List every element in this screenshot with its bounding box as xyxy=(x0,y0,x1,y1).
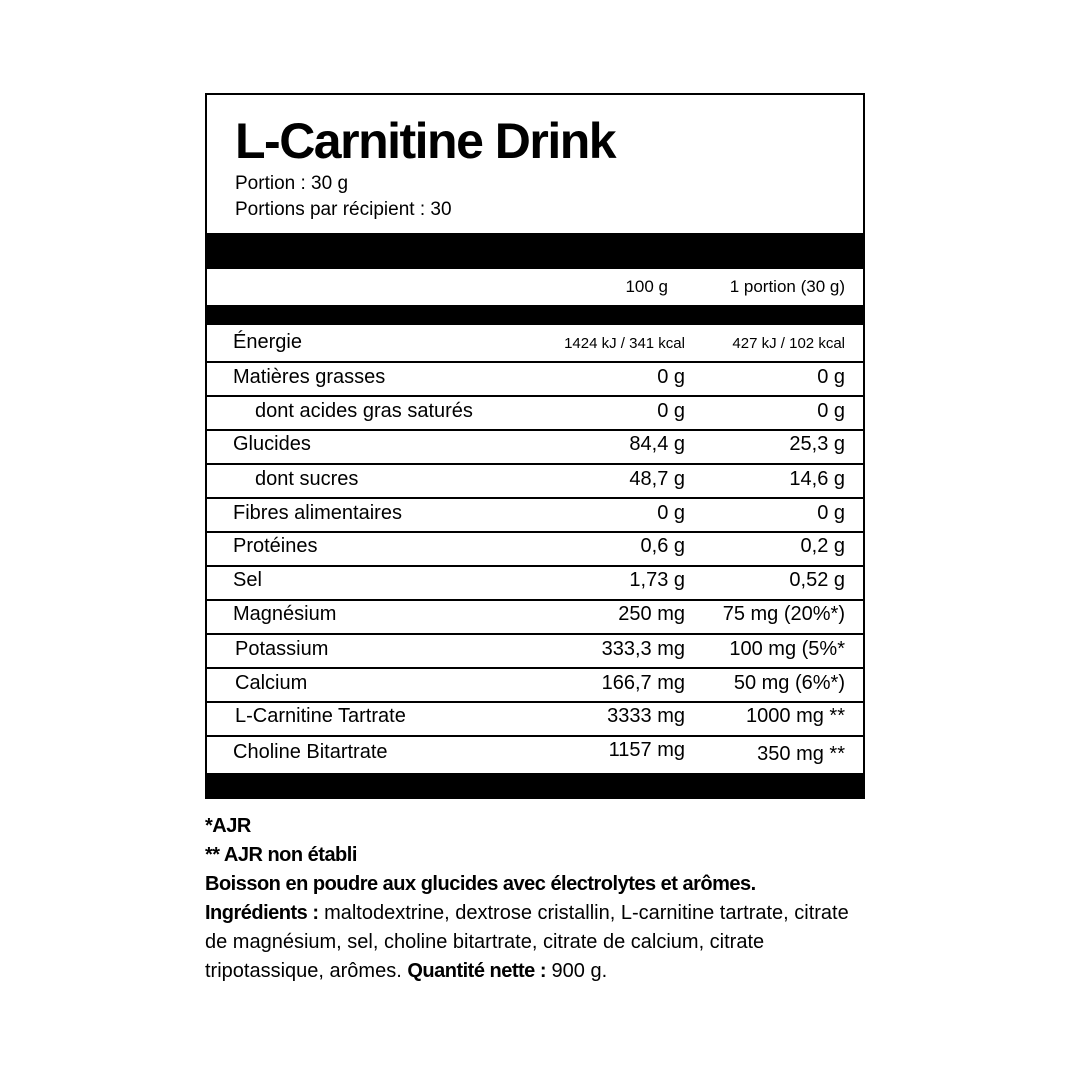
nutrient-name: Fibres alimentaires xyxy=(233,502,402,524)
table-row xyxy=(207,363,863,397)
value-per-100g: 0,6 g xyxy=(640,535,685,557)
table-top-divider-bar xyxy=(205,305,865,325)
ingredients-list: maltodextrine, dextrose cristallin, L-carnitine tartrate, citrate de magnésium, sel, choline bitartrate, citrate de calcium, citrate tripotassique, arômes. xyxy=(205,902,849,982)
label-footnotes xyxy=(205,812,875,986)
value-per-portion: 14,6 g xyxy=(789,468,845,490)
value-per-100g: 250 mg xyxy=(618,603,685,625)
table-row xyxy=(207,533,863,567)
value-per-100g: 0 g xyxy=(657,366,685,388)
portions-per-container: Portions par récipient : 30 xyxy=(235,199,452,220)
nutrient-name: Matières grasses xyxy=(233,366,386,388)
nutrient-name: Glucides xyxy=(233,433,311,455)
value-per-portion: 1000 mg ** xyxy=(746,705,845,727)
value-per-100g: 0 g xyxy=(657,400,685,422)
net-quantity-value: 900 g. xyxy=(546,960,608,982)
nutrient-name: Choline Bitartrate xyxy=(233,741,388,763)
table-row xyxy=(207,465,863,499)
value-per-portion: 0 g xyxy=(817,400,845,422)
ingredients-paragraph xyxy=(205,899,875,986)
value-per-portion: 0 g xyxy=(817,502,845,524)
value-per-portion: 100 mg (5%* xyxy=(729,638,845,660)
value-per-portion: 50 mg (6%*) xyxy=(733,672,845,694)
nutrient-name: Potassium xyxy=(235,638,329,660)
table-row xyxy=(207,601,863,635)
column-header-per-100g: 100 g xyxy=(625,277,668,296)
ajr-not-established-note: ** AJR non établi xyxy=(205,844,357,866)
value-per-portion: 25,3 g xyxy=(789,433,845,455)
value-per-portion: 0,2 g xyxy=(800,535,845,557)
value-per-100g: 48,7 g xyxy=(629,468,685,490)
value-per-100g: 3333 mg xyxy=(607,705,685,727)
header-divider-bar xyxy=(205,233,865,269)
value-per-100g: 84,4 g xyxy=(629,433,685,455)
value-per-100g: 1,73 g xyxy=(629,569,685,591)
value-per-portion: 427 kJ / 102 kcal xyxy=(732,335,845,352)
table-row xyxy=(207,635,863,669)
nutrition-facts-label xyxy=(205,93,865,799)
value-per-100g: 1424 kJ / 341 kcal xyxy=(564,335,685,352)
value-per-portion: 350 mg ** xyxy=(757,743,845,765)
value-per-100g: 166,7 mg xyxy=(601,672,685,694)
nutrient-name: Énergie xyxy=(233,331,302,353)
column-header-per-portion: 1 portion (30 g) xyxy=(729,277,845,296)
table-row xyxy=(207,669,863,703)
ajr-note: *AJR xyxy=(205,815,251,837)
nutrient-name: Magnésium xyxy=(233,603,337,625)
net-quantity-label: Quantité nette : xyxy=(407,960,546,982)
table-row xyxy=(207,567,863,601)
value-per-portion: 75 mg (20%*) xyxy=(722,603,845,625)
table-row xyxy=(207,397,863,431)
value-per-portion: 0,52 g xyxy=(789,569,845,591)
value-per-portion: 0 g xyxy=(817,366,845,388)
table-row xyxy=(207,499,863,533)
product-description: Boisson en poudre aux glucides avec électrolytes et arômes. xyxy=(205,873,756,895)
value-per-100g: 1157 mg xyxy=(608,739,685,761)
value-per-100g: 0 g xyxy=(657,502,685,524)
table-row xyxy=(207,431,863,465)
nutrient-name: Sel xyxy=(233,569,262,591)
table-row xyxy=(207,737,863,773)
table-bottom-divider-bar xyxy=(205,773,865,799)
nutrient-name: dont sucres xyxy=(255,468,359,490)
ingredients-label: Ingrédients : xyxy=(205,902,319,924)
nutrient-name: L-Carnitine Tartrate xyxy=(235,705,406,727)
nutrient-name: dont acides gras saturés xyxy=(255,400,473,422)
nutrient-name: Calcium xyxy=(235,672,308,694)
nutrient-name: Protéines xyxy=(233,535,318,557)
portion-size: Portion : 30 g xyxy=(235,173,349,194)
value-per-100g: 333,3 mg xyxy=(601,638,685,660)
product-title: L-Carnitine Drink xyxy=(235,113,616,169)
table-row xyxy=(207,327,863,363)
table-row xyxy=(207,703,863,737)
